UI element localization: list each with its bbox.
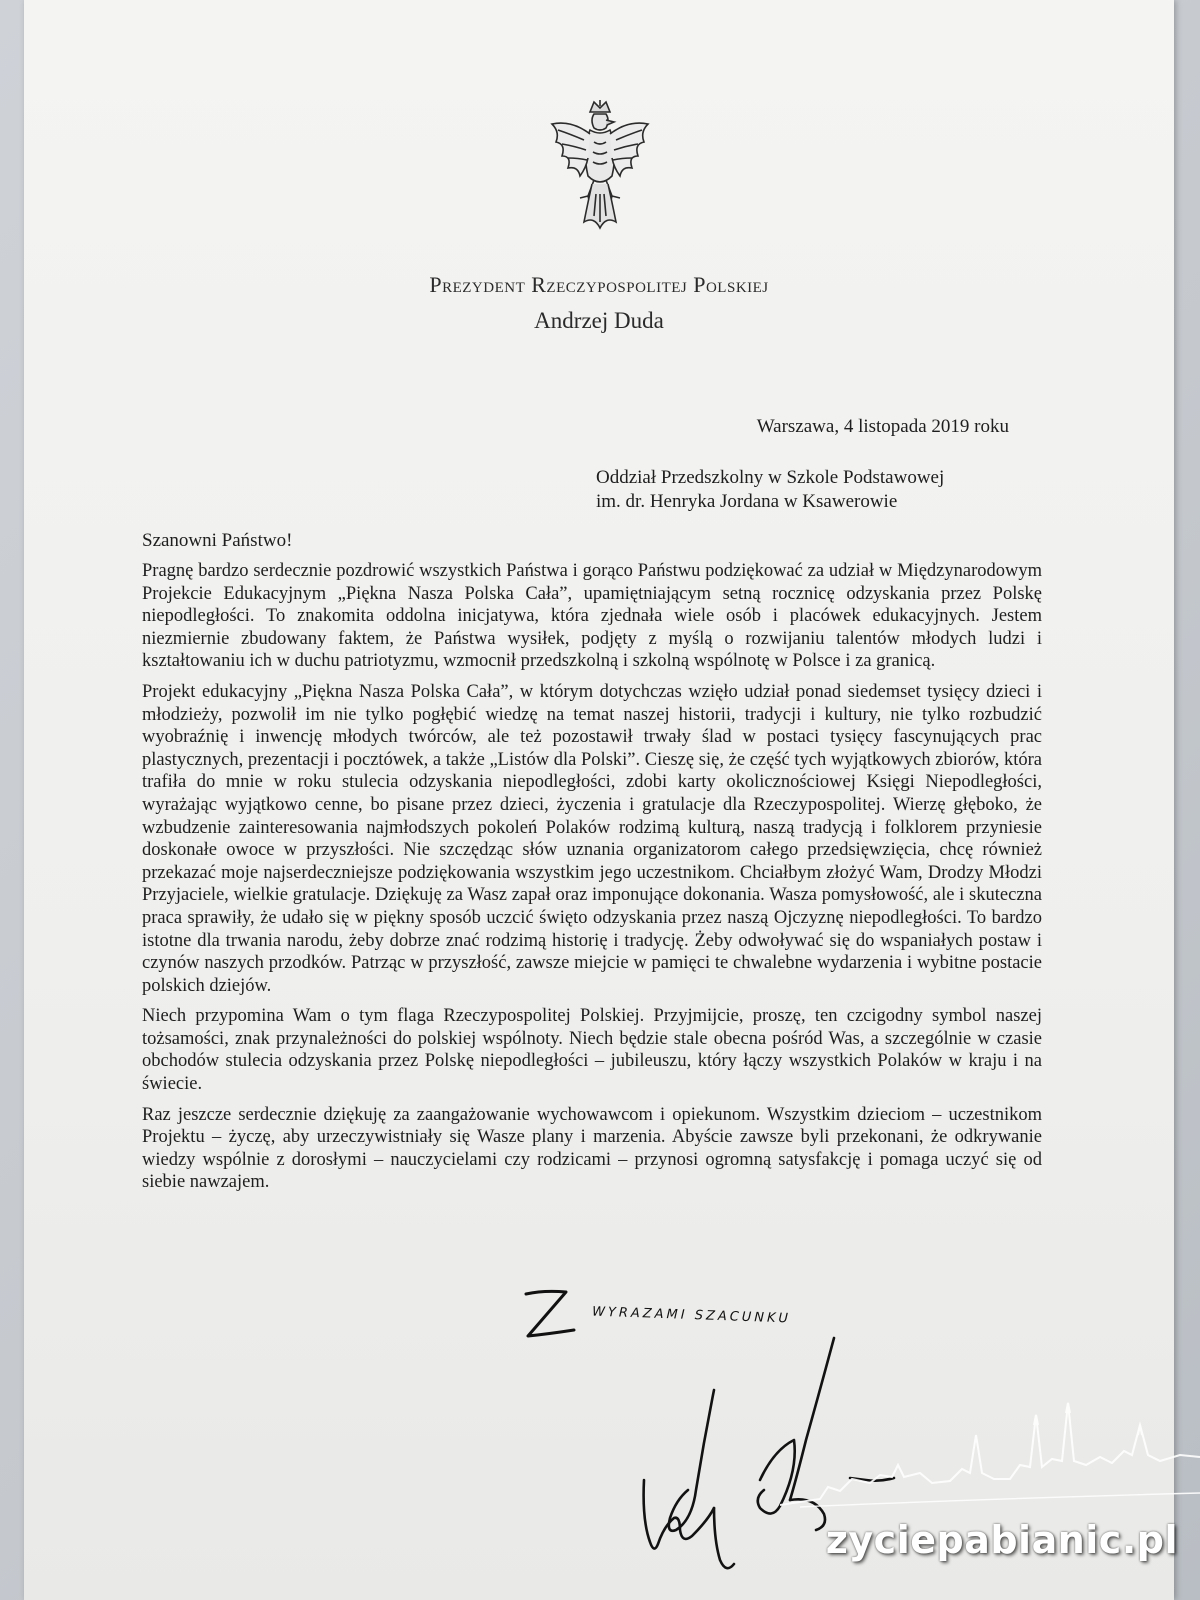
recipient-block	[596, 466, 944, 514]
letter-paper	[24, 0, 1174, 1600]
watermark-logo: zyciepabianic.pl	[825, 1518, 1178, 1562]
paragraph-1: Pragnę bardzo serdecznie pozdrowić wszystkich Państwa i gorąco Państwu podziękować za udział w Międzynarodowym Projekcie Edukacyjnym „Piękna Nasza Polska Cała”, upamiętniającym setną rocznicę odzyskania przez Polskę niepodległości. To znakomita oddolna inicjatywa, która zjednała wiele osób i placówek edukacyjnych. Jestem niezmiernie zbudowany faktem, że Państwa wysiłek, podjęty z myślą o rozwijaniu talentów młodych ludzi i kształtowaniu ich w duchu patriotyzmu, wzmocnił przedszkolną i szkolną wspólnotę w Polsce i za granicą.	[142, 561, 1042, 672]
closing-initial-z-icon	[514, 1280, 584, 1350]
letterhead-title: Prezydent Rzeczypospolitej Polskiej	[429, 272, 769, 297]
letter-body	[142, 560, 1042, 1202]
greeting: Szanowni Państwo!	[142, 530, 293, 551]
polish-eagle-emblem-icon	[544, 98, 656, 238]
watermark-skyline-icon	[780, 1395, 1200, 1515]
recipient-line-2: im. dr. Henryka Jordana w Ksawerowie	[596, 491, 898, 512]
paragraph-4: Raz jeszcze serdecznie dziękuję za zaangażowanie wychowawcom i opiekunom. Wszystkim dzieciom – uczestnikom Projektu – życzę, aby urzeczywistniały się Wasze plany i marzenia. Abyście zawsze byli przekonani, że odkrywanie wiedzy wspólnie z dorosłymi – nauczycielami czy rodzicami – przynosi ogromną satysfakcję i pomaga uczyć się od siebie nawzajem.	[142, 1104, 1042, 1193]
letter-date: Warszawa, 4 listopada 2019 roku	[756, 416, 1009, 437]
closing-text: WYRAZAMI SZACUNKU	[591, 1304, 792, 1327]
paragraph-2: Projekt edukacyjny „Piękna Nasza Polska Cała”, w którym dotychczas wzięło udział ponad siedemset tysięcy dzieci i młodzieży, pozwolił im nie tylko pogłębić wiedzę na temat naszej historii, tradycji i kultury, nie tylko rozbudzić wyobraźnię i inwencję młodych twórców, ale też pozostawił trwały ślad w postaci tysięcy fascynujących prac plastycznych, prezentacji i pocztówek, a także „Listów dla Polski”. Cieszę się, że część tych wyjątkowych zbiorów, która trafiła do mnie w roku stulecia odzyskania niepodległości, zdobi karty okolicznościowej Księgi Niepodległości, wyrażając wyjątkowo cenne, bo pisane przez dzieci, życzenia i gratulacje dla Rzeczypospolitej. Wierzę głęboko, że wzbudzenie zainteresowania najmłodszych pokoleń Polaków rodzimą kulturą, naszą tradycją i folklorem przyniesie doskonałe owoce w przyszłości. Nie szczędząc słów uznania organizatorom całego przedsięwzięcia, chcę również przekazać moje najserdeczniejsze podziękowania wszystkim jego uczestnikom. Chciałbym złożyć Wam, Drodzy Młodzi Przyjaciele, wielkie gratulacje. Dziękuję za Wasz zapał oraz imponujące dokonania. Wasza pomysłowość, ale i skuteczna praca sprawiły, że udało się w piękny sposób uczcić święto odzyskania przez naszą Ojczyznę niepodległości. To bardzo istotne dla trwania narodu, żeby dobrze znać rodzimą historię i tradycję. Żeby odwoływać się do wspaniałych postaw i czynów naszych przodków. Patrząc w przyszłość, zawsze miejcie w pamięci te chwalebne wydarzenia i wybitne postacie polskich dziejów.	[142, 681, 1042, 996]
letterhead-name: Andrzej Duda	[534, 308, 664, 333]
recipient-line-1: Oddział Przedszkolny w Szkole Podstawowej	[596, 467, 945, 488]
paragraph-3: Niech przypomina Wam o tym flaga Rzeczypospolitej Polskiej. Przyjmijcie, proszę, ten czcigodny symbol naszej tożsamości, znak przynależności do polskiej wspólnoty. Niech będzie stale obecna pośród Was, a szczególnie w czasie obchodów stulecia odzyskania przez Polskę niepodległości – jubileuszu, który łączy wszystkich Polaków w kraju i na świecie.	[142, 1006, 1042, 1095]
